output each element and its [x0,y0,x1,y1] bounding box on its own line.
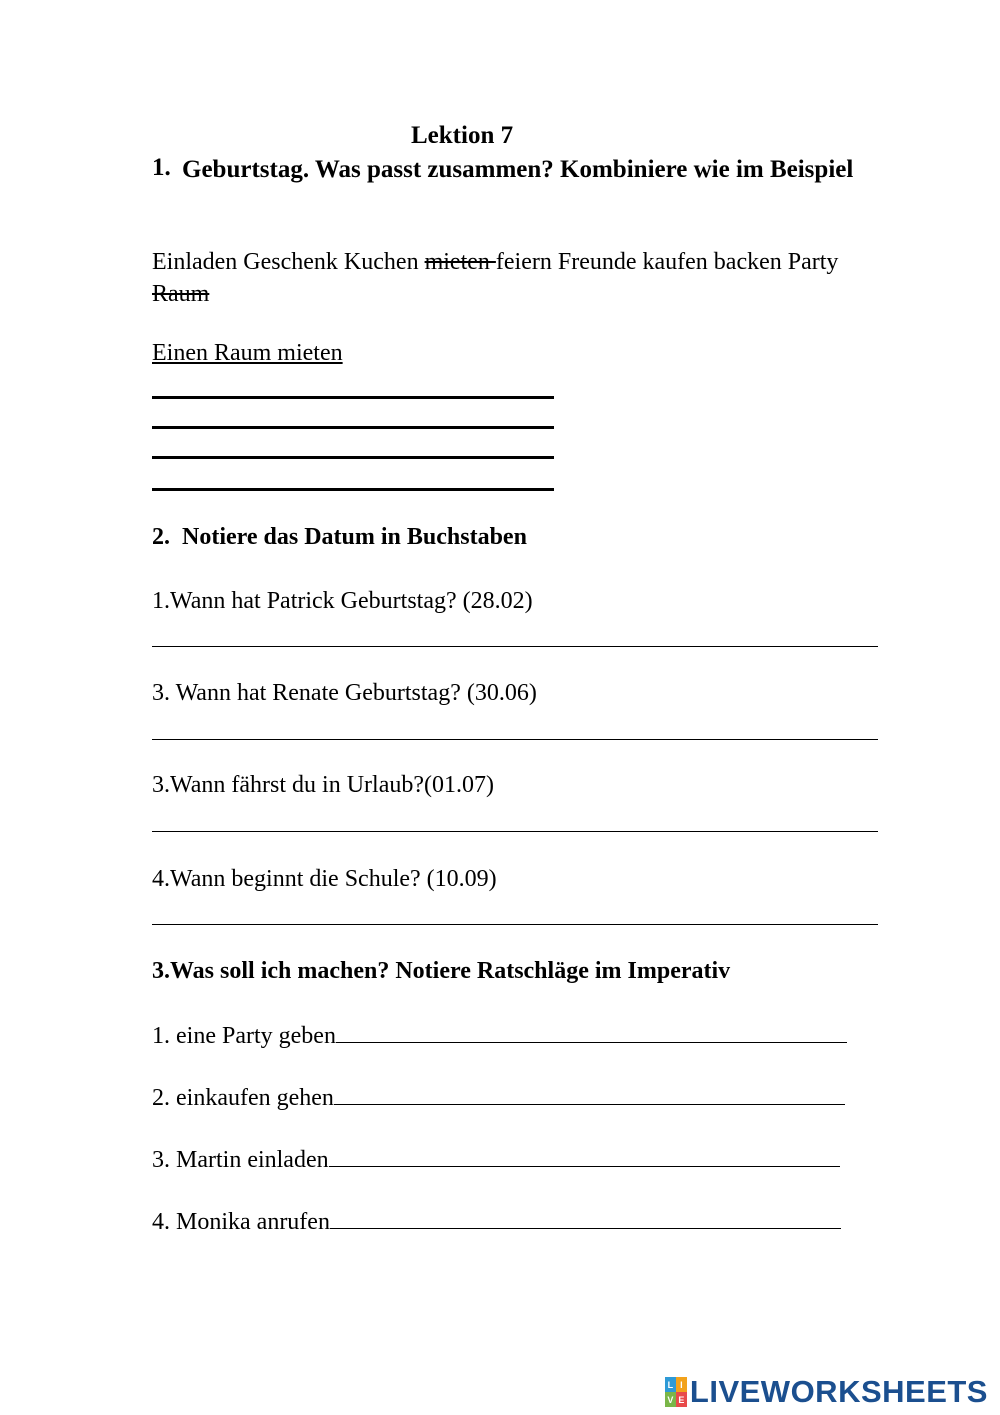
answer-line[interactable] [152,646,878,647]
word-bank-struck-word: mieten [424,249,496,275]
imperative-prompt: 3. Martin einladen [152,1147,329,1173]
imperative-prompt: 2. einkaufen gehen [152,1085,334,1111]
imperative-item [152,1206,841,1236]
logo-badge-icon [665,1377,687,1407]
answer-line[interactable] [152,739,878,740]
example-answer: Einen Raum mieten [152,340,343,366]
imperative-item [152,1020,847,1050]
section2-heading-row [152,524,527,551]
word-bank-text: Einladen Geschenk Kuchen [152,249,425,275]
word-bank-text: feiern Freunde kaufen backen Party [495,249,839,275]
logo-badge-letter: L [665,1377,676,1392]
logo-badge-letter: E [676,1392,687,1407]
answer-blank[interactable] [152,396,554,399]
imperative-item [152,1082,845,1112]
answer-line[interactable] [152,924,878,925]
imperative-prompt: 1. eine Party geben [152,1023,336,1049]
answer-blank[interactable] [152,426,554,429]
word-bank-struck-word: Raum [152,281,210,307]
date-question: 3.Wann fährst du in Urlaub?(01.07) [152,772,494,798]
imperative-answer-line[interactable] [334,1082,845,1105]
answer-line[interactable] [152,831,878,832]
date-question: 1.Wann hat Patrick Geburtstag? (28.02) [152,588,533,614]
section2-heading: Notiere das Datum in Buchstaben [182,524,527,550]
date-question: 3. Wann hat Renate Geburtstag? (30.06) [152,680,537,706]
imperative-answer-line[interactable] [336,1020,847,1043]
imperative-answer-line[interactable] [329,1144,840,1167]
section3-heading: 3.Was soll ich machen? Notiere Ratschläge im Imperativ [152,958,731,984]
section1-number: 1. [152,154,171,181]
section2-number: 2. [152,524,170,550]
imperative-item [152,1144,840,1174]
word-bank [152,246,872,310]
answer-blank[interactable] [152,488,554,491]
date-question: 4.Wann beginnt die Schule? (10.09) [152,866,497,892]
logo-badge-letter: V [665,1392,676,1407]
section1-heading: Geburtstag. Was passt zusammen? Kombiniere wie im Beispiel [182,156,854,183]
liveworksheets-logo [665,1374,988,1410]
answer-blank[interactable] [152,456,554,459]
imperative-prompt: 4. Monika anrufen [152,1209,330,1235]
logo-text: LIVEWORKSHEETS [689,1374,988,1409]
page-title: Lektion 7 [411,122,514,149]
imperative-answer-line[interactable] [330,1206,841,1229]
logo-badge-letter: I [676,1377,687,1392]
